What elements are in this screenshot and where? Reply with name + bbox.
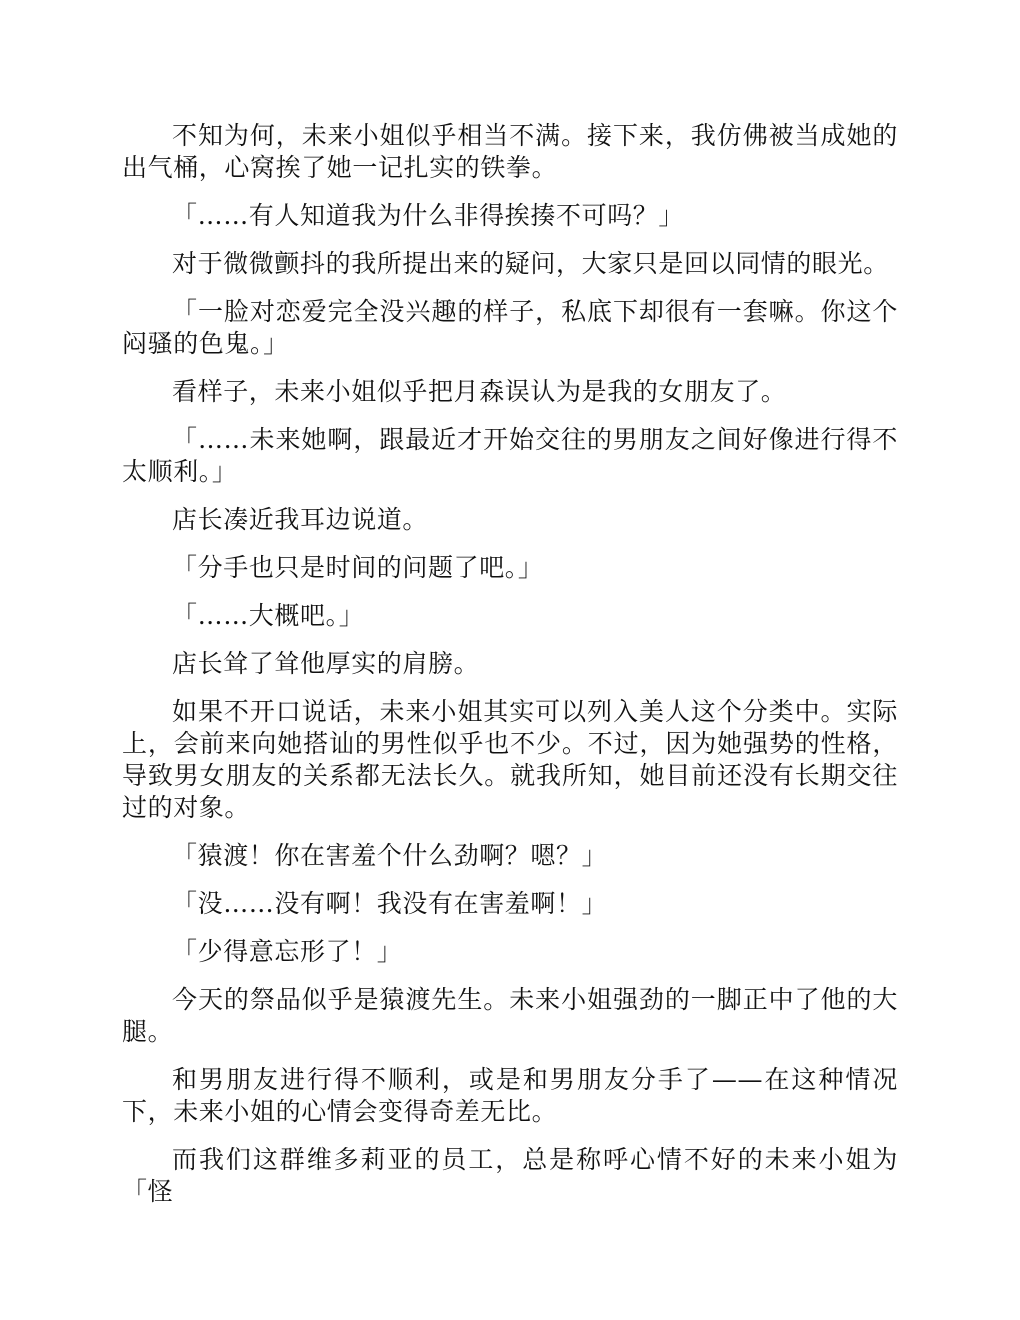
document-page (122, 120, 898, 1224)
paragraph: 而我们这群维多莉亚的员工，总是称呼心情不好的未来小姐为「怪 (122, 1145, 898, 1206)
paragraph: 「……有人知道我为什么非得挨揍不可吗？」 (172, 201, 685, 230)
paragraph: 「没……没有啊！我没有在害羞啊！」 (172, 889, 608, 918)
paragraph: 「猿渡！你在害羞个什么劲啊？嗯？」 (172, 841, 608, 870)
paragraph: 「分手也只是时间的问题了吧。」 (172, 553, 544, 582)
paragraph: 对于微微颤抖的我所提出来的疑问，大家只是回以同情的眼光。 (172, 249, 889, 278)
paragraph: 如果不开口说话，未来小姐其实可以列入美人这个分类中。实际上，会前来向她搭讪的男性似乎也不少。不过，因为她强势的性格，导致男女朋友的关系都无法长久。就我所知，她目前还没有长期交往过的对象。 (122, 697, 898, 822)
paragraph: 今天的祭品似乎是猿渡先生。未来小姐强劲的一脚正中了他的大腿。 (122, 985, 898, 1046)
paragraph: 店长凑近我耳边说道。 (172, 505, 429, 534)
paragraph: 「……大概吧。」 (172, 601, 365, 630)
paragraph: 「少得意忘形了！」 (172, 937, 403, 966)
paragraph: 「一脸对恋爱完全没兴趣的样子，私底下却很有一套嘛。你这个闷骚的色鬼。」 (122, 297, 898, 358)
paragraph: 看样子，未来小姐似乎把月森误认为是我的女朋友了。 (172, 377, 787, 406)
paragraph: 「……未来她啊，跟最近才开始交往的男朋友之间好像进行得不太顺利。」 (122, 425, 898, 486)
paragraph: 店长耸了耸他厚实的肩膀。 (172, 649, 480, 678)
paragraph: 不知为何，未来小姐似乎相当不满。接下来，我仿佛被当成她的出气桶，心窝挨了她一记扎实的铁拳。 (122, 121, 898, 182)
paragraph: 和男朋友进行得不顺利，或是和男朋友分手了——在这种情况下，未来小姐的心情会变得奇差无比。 (122, 1065, 898, 1126)
